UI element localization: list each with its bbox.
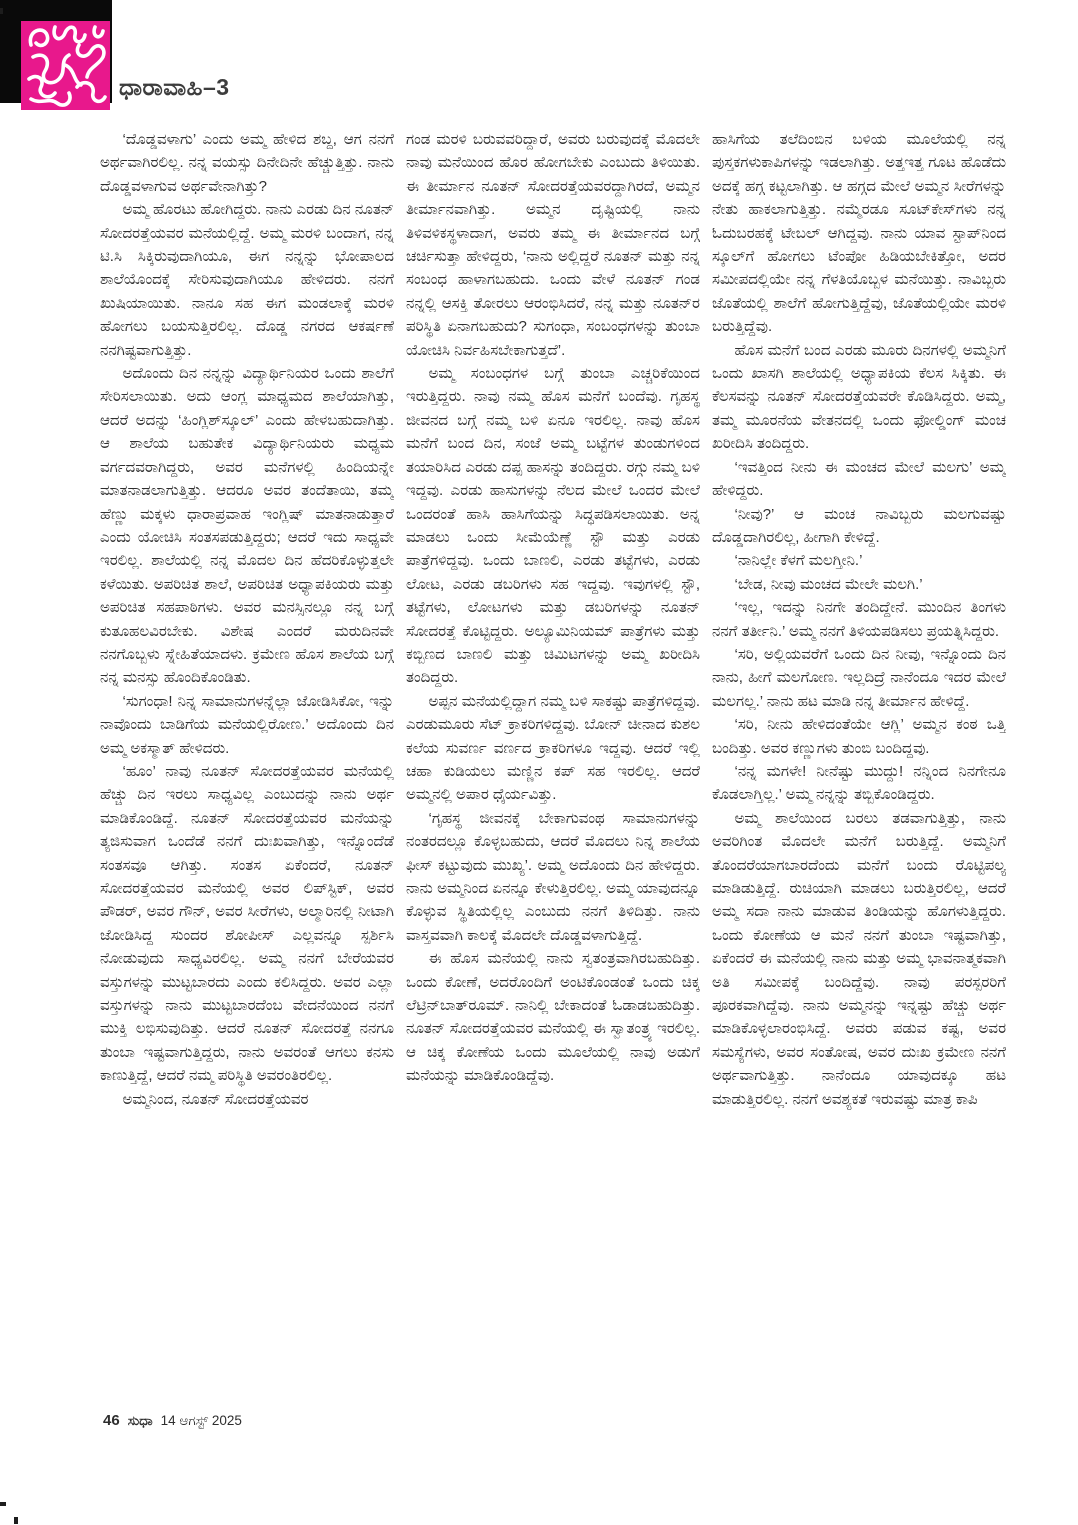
page-number: 46 xyxy=(103,1412,120,1429)
page-footer xyxy=(103,1412,242,1429)
print-mark xyxy=(14,1517,18,1524)
paragraph: ಹೊಸ ಮನೆಗೆ ಬಂದ ಎರಡು ಮೂರು ದಿನಗಳಲ್ಲಿ ಅಮ್ಮನಿಗೆ ಒಂದು ಖಾಸಗಿ ಶಾಲೆಯಲ್ಲಿ ಅಧ್ಯಾಪಕಿಯ ಕೆಲಸ ಸಿಕ್ಕಿತು. ಈ ಕೆಲಸವನ್ನು ನೂತನ್ ಸೋದರತ್ತೆಯವರೇ ಕೊಡಿಸಿದ್ದರು. ಅಮ್ಮ, ತಮ್ಮ ಮೂರನೆಯ ವೇತನದಲ್ಲಿ ಒಂದು ಫೋಲ್ಡಿಂಗ್ ಮಂಚ ಖರೀದಿಸಿ ತಂದಿದ್ದರು. xyxy=(712,341,1006,453)
paragraph: ಅಮ್ಮನಿಂದ, ನೂತನ್ ಸೋದರತ್ತೆಯವರ xyxy=(122,1090,309,1108)
paragraph: ಹಾಸಿಗೆಯ ತಲೆದಿಂಬಿನ ಬಳಿಯ ಮೂಲೆಯಲ್ಲಿ ನನ್ನ ಪುಸ್ತಕಗಳುಕಾಪಿಗಳನ್ನು ಇಡಲಾಗಿತ್ತು. ಅತ್ತಇತ್ತ ಗೂಟ ಹೊಡೆದು ಅದಕ್ಕೆ ಹಗ್ಗ ಕಟ್ಟಲಾಗಿತ್ತು. ಆ ಹಗ್ಗದ ಮೇಲೆ ಅಮ್ಮನ ಸೀರೆಗಳನ್ನು ನೇತು ಹಾಕಲಾಗುತ್ತಿತ್ತು. ನಮ್ಮೆರಡೂ ಸೂಟ್‌ಕೇಸ್‌ಗಳು ನನ್ನ ಓದುಬರಹಕ್ಕೆ ಟೇಬಲ್ ಆಗಿದ್ದವು. ನಾನು ಯಾವ ಸ್ಟಾಪ್‌ನಿಂದ ಸ್ಕೂಲ್‌ಗೆ ಹೋಗಲು ಟೆಂಪೋ ಹಿಡಿಯಬೇಕಿತ್ತೋ, ಅದರ ಸಮೀಪದಲ್ಲಿಯೇ ನನ್ನ ಗೆಳತಿಯೊಬ್ಬಳ ಮನೆಯಿತ್ತು. ನಾವಿಬ್ಬರು ಜೊತೆಯಲ್ಲಿ ಶಾಲೆಗೆ ಹೋಗುತ್ತಿದ್ದೆವು, ಜೊತೆಯಲ್ಲಿಯೇ ಮರಳಿ ಬರುತ್ತಿದ್ದೆವು. xyxy=(712,131,1006,336)
paragraph: ಅದೊಂದು ದಿನ ನನ್ನನ್ನು ವಿದ್ಯಾರ್ಥಿನಿಯರ ಒಂದು ಶಾಲೆಗೆ ಸೇರಿಸಲಾಯಿತು. ಅದು ಆಂಗ್ಲ ಮಾಧ್ಯಮದ ಶಾಲೆಯಾಗಿತ್ತು, ಆದರೆ ಅದನ್ನು ‘ಹಿಂಗ್ಲಿಶ್‌ಸ್ಕೂಲ್’ ಎಂದು ಹೇಳಬಹುದಾಗಿತ್ತು. ಆ ಶಾಲೆಯ ಬಹುತೇಕ ವಿದ್ಯಾರ್ಥಿನಿಯರು ಮಧ್ಯಮ ವರ್ಗದವರಾಗಿದ್ದರು, ಅವರ ಮನೆಗಳಲ್ಲಿ ಹಿಂದಿಯನ್ನೇ ಮಾತನಾಡಲಾಗುತ್ತಿತ್ತು. ಆದರೂ ಅವರ ತಂದೆತಾಯಿ, ತಮ್ಮ ಹೆಣ್ಣು ಮಕ್ಕಳು ಧಾರಾಪ್ರವಾಹ ಇಂಗ್ಲಿಷ್ ಮಾತನಾಡುತ್ತಾರೆ ಎಂದು ಯೋಚಿಸಿ ಸಂತಸಪಡುತ್ತಿದ್ದರು; ಆದರೆ ಇದು ಸಾಧ್ಯವೇ ಇರಲಿಲ್ಲ. ಶಾಲೆಯಲ್ಲಿ ನನ್ನ ಮೊದಲ ದಿನ ಹೆದರಿಕೊಳ್ಳುತ್ತಲೇ ಕಳೆಯಿತು. ಅಪರಿಚಿತ ಶಾಲೆ, ಅಪರಿಚಿತ ಅಧ್ಯಾಪಕಿಯರು ಮತ್ತು ಅಪರಿಚಿತ ಸಹಪಾಠಿಗಳು. ಅವರ ಮನಸ್ಸಿನಲ್ಲೂ ನನ್ನ ಬಗ್ಗೆ ಕುತೂಹಲವಿರಬೇಕು. ವಿಶೇಷ ಎಂದರೆ ಮರುದಿನವೇ ನನಗೊಬ್ಬಳು ಸ್ನೇಹಿತೆಯಾದಳು. ಕ್ರಮೇಣ ಹೊಸ ಶಾಲೆಯ ಬಗ್ಗೆ ನನ್ನ ಮನಸ್ಸು ಹೊಂದಿಕೊಂಡಿತು. xyxy=(100,365,394,687)
column-1 xyxy=(100,128,394,1396)
paragraph: ಅಪ್ಪನ ಮನೆಯಲ್ಲಿದ್ದಾಗ ನಮ್ಮ ಬಳಿ ಸಾಕಷ್ಟು ಪಾತ್ರೆಗಳಿದ್ದವು. ಎರಡುಮೂರು ಸೆಟ್ ಕ್ರಾಕರಿಗಳಿದ್ದವು. ಬೋನ್ ಚೀನಾದ ಕುಶಲ ಕಲೆಯ ಸುವರ್ಣ ವರ್ಣದ ಕ್ರಾಕರಿಗಳೂ ಇದ್ದವು. ಆದರೆ ಇಲ್ಲಿ ಚಹಾ ಕುಡಿಯಲು ಮಣ್ಣಿನ ಕಪ್ ಸಹ ಇರಲಿಲ್ಲ. ಆದರೆ ಅಮ್ಮನಲ್ಲಿ ಅಪಾರ ಧೈರ್ಯವಿತ್ತು. xyxy=(406,692,700,804)
paragraph: ‘ಇಲ್ಲ, ಇದನ್ನು ನಿನಗೇ ತಂದಿದ್ದೇನೆ. ಮುಂದಿನ ತಿಂಗಳು ನನಗೆ ತರ್ತೀನಿ.’ ಅಮ್ಮ ನನಗೆ ತಿಳಿಯಪಡಿಸಲು ಪ್ರಯತ್ನಿಸಿದ್ದರು. xyxy=(712,599,1006,640)
paragraph: ‘ಸುಗಂಧಾ! ನಿನ್ನ ಸಾಮಾನುಗಳನ್ನೆಲ್ಲಾ ಜೋಡಿಸಿಕೋ, ಇನ್ನು ನಾವೊಂದು ಬಾಡಿಗೆಯ ಮನೆಯಲ್ಲಿರೋಣ.’ ಅದೊಂದು ದಿನ ಅಮ್ಮ ಅಕಸ್ಮಾತ್ ಹೇಳಿದರು. xyxy=(100,692,394,757)
paragraph: ‘ಸರಿ, ಅಲ್ಲಿಯವರೆಗೆ ಒಂದು ದಿನ ನೀವು, ಇನ್ನೊಂದು ದಿನ ನಾನು, ಹೀಗೆ ಮಲಗೋಣ. ಇಲ್ಲದಿದ್ರೆ ನಾನೆಂದೂ ಇದರ ಮೇಲೆ ಮಲಗಲ್ಲ.’ ನಾನು ಹಟ ಮಾಡಿ ನನ್ನ ತೀರ್ಮಾನ ಹೇಳಿದ್ದೆ. xyxy=(712,645,1006,710)
paragraph: ‘ನನ್ನ ಮಗಳೇ! ನೀನೆಷ್ಟು ಮುದ್ದು! ನನ್ನಿಂದ ನಿನಗೇನೂ ಕೊಡಲಾಗ್ತಿಲ್ಲ.’ ಅಮ್ಮ ನನ್ನನ್ನು ತಬ್ಬಿಕೊಂಡಿದ್ದರು. xyxy=(712,762,1006,804)
paragraph: ಈ ಹೊಸ ಮನೆಯಲ್ಲಿ ನಾನು ಸ್ವತಂತ್ರವಾಗಿರಬಹುದಿತ್ತು. ಒಂದು ಕೋಣೆ, ಅದರೊಂದಿಗೆ ಅಂಟಿಕೊಂಡಂತೆ ಒಂದು ಚಿಕ್ಕ ಲೆಟ್ರಿನ್‌ಬಾತ್‌ರೂಮ್. ನಾನಿಲ್ಲಿ ಬೇಕಾದಂತೆ ಓಡಾಡಬಹುದಿತ್ತು. ನೂತನ್ ಸೋದರತ್ತೆಯವರ ಮನೆಯಲ್ಲಿ ಈ ಸ್ವಾತಂತ್ರ್ಯ ಇರಲಿಲ್ಲ. ಆ ಚಿಕ್ಕ ಕೋಣೆಯ ಒಂದು ಮೂಲೆಯಲ್ಲಿ ನಾವು ಅಡುಗೆ ಮನೆಯನ್ನು ಮಾಡಿಕೊಂಡಿದ್ದೆವು. xyxy=(406,950,700,1085)
paragraph: ಅಮ್ಮ ಸಂಬಂಧಗಳ ಬಗ್ಗೆ ತುಂಬಾ ಎಚ್ಚರಿಕೆಯಿಂದ ಇರುತ್ತಿದ್ದರು. ನಾವು ನಮ್ಮ ಹೊಸ ಮನೆಗೆ ಬಂದೆವು. ಗೃಹಸ್ಥ ಜೀವನದ ಬಗ್ಗೆ ನಮ್ಮ ಬಳಿ ಏನೂ ಇರಲಿಲ್ಲ. ನಾವು ಹೊಸ ಮನೆಗೆ ಬಂದ ದಿನ, ಸಂಜೆ ಅಮ್ಮ ಬಟ್ಟೆಗಳ ತುಂಡುಗಳಿಂದ ತಯಾರಿಸಿದ ಎರಡು ದಪ್ಪ ಹಾಸನ್ನು ತಂದಿದ್ದರು. ರಗ್ಗು ನಮ್ಮ ಬಳಿ ಇದ್ದವು. ಎರಡು ಹಾಸುಗಳನ್ನು ನೆಲದ ಮೇಲೆ ಒಂದರ ಮೇಲೆ ಒಂದರಂತೆ ಹಾಸಿ ಹಾಸಿಗೆಯನ್ನು ಸಿದ್ಧಪಡಿಸಲಾಯಿತು. ಅನ್ನ ಮಾಡಲು ಒಂದು ಸೀಮೆಯೆಣ್ಣೆ ಸ್ಟೌ ಮತ್ತು ಎರಡು ಪಾತ್ರೆಗಳಿದ್ದವು. ಒಂದು ಬಾಣಲಿ, ಎರಡು ತಟ್ಟೆಗಳು, ಎರಡು ಲೋಟ, ಎರಡು ಡಬರಿಗಳು ಸಹ ಇದ್ದವು. ಇವುಗಳಲ್ಲಿ ಸ್ಟೌ, ತಟ್ಟೆಗಳು, ಲೋಟಗಳು ಮತ್ತು ಡಬರಿಗಳನ್ನು ನೂತನ್ ಸೋದರತ್ತೆ ಕೊಟ್ಟಿದ್ದರು. ಅಲ್ಯೂಮಿನಿಯಮ್ ಪಾತ್ರೆಗಳು ಮತ್ತು ಕಬ್ಬಿಣದ ಬಾಣಲಿ ಮತ್ತು ಚಿಮಿಟಗಳನ್ನು ಅಮ್ಮ ಖರೀದಿಸಿ ತಂದಿದ್ದರು. xyxy=(406,365,700,687)
paragraph: ‘ನಾನಿಲ್ಲೇ ಕೆಳಗೆ ಮಲಗ್ತೀನಿ.’ xyxy=(734,552,863,570)
paragraph: ‘ಬೇಡ, ನೀವು ಮಂಚದ ಮೇಲೇ ಮಲಗಿ.’ xyxy=(734,575,923,593)
column-2 xyxy=(406,128,700,1396)
section-title: ಧಾರಾವಾಹಿ–3 xyxy=(119,74,230,100)
magazine-logo xyxy=(0,0,120,115)
magazine-name: ಸುಧಾ xyxy=(127,1413,153,1428)
paragraph: ‘ಸರಿ, ನೀನು ಹೇಳಿದಂತೆಯೇ ಆಗ್ಲಿ’ ಅಮ್ಮನ ಕಂಠ ಒತ್ತಿ ಬಂದಿತ್ತು. ಅವರ ಕಣ್ಣುಗಳು ತುಂಬಿ ಬಂದಿದ್ದವು. xyxy=(712,716,1006,757)
paragraph: ಗಂಡ ಮರಳಿ ಬರುವವರಿದ್ದಾರೆ, ಅವರು ಬರುವುದಕ್ಕೆ ಮೊದಲೇ ನಾವು ಮನೆಯಿಂದ ಹೊರ ಹೋಗಬೇಕು ಎಂಬುದು ತಿಳಿಯಿತು. ಈ ತೀರ್ಮಾನ ನೂತನ್ ಸೋದರತ್ತೆಯವರದ್ದಾಗಿರದೆ, ಅಮ್ಮನ ತೀರ್ಮಾನವಾಗಿತ್ತು. ಅಮ್ಮನ ದೃಷ್ಟಿಯಲ್ಲಿ ನಾನು ತಿಳಿವಳಿಕಸ್ಥಳಾದಾಗ, ಅವರು ತಮ್ಮ ಈ ತೀರ್ಮಾನದ ಬಗ್ಗೆ ಚರ್ಚಿಸುತ್ತಾ ಹೇಳಿದ್ದರು, ‘ನಾನು ಅಲ್ಲಿದ್ದರೆ ನೂತನ್ ಮತ್ತು ನನ್ನ ಸಂಬಂಧ ಹಾಳಾಗಬಹುದು. ಒಂದು ವೇಳೆ ನೂತನ್ ಗಂಡ ನನ್ನಲ್ಲಿ ಆಸಕ್ತಿ ತೋರಲು ಆರಂಭಿಸಿದರೆ, ನನ್ನ ಮತ್ತು ನೂತನ್‌ರ ಪರಿಸ್ಥಿತಿ ಏನಾಗಬಹುದು? ಸುಗಂಧಾ, ಸಂಬಂಧಗಳನ್ನು ತುಂಬಾ ಯೋಚಿಸಿ ನಿರ್ವಹಿಸಬೇಕಾಗುತ್ತದೆ’. xyxy=(406,131,700,359)
paragraph: ಅಮ್ಮ ಶಾಲೆಯಿಂದ ಬರಲು ತಡವಾಗುತ್ತಿತ್ತು, ನಾನು ಅವರಿಗಿಂತ ಮೊದಲೇ ಮನೆಗೆ ಬರುತ್ತಿದ್ದೆ. ಅಮ್ಮನಿಗೆ ತೊಂದರೆಯಾಗಬಾರದೆಂದು ಮನೆಗೆ ಬಂದು ರೊಟ್ಟಿಪಲ್ಯ ಮಾಡಿಡುತ್ತಿದ್ದೆ. ರುಚಿಯಾಗಿ ಮಾಡಲು ಬರುತ್ತಿರಲಿಲ್ಲ, ಆದರೆ ಅಮ್ಮ ಸದಾ ನಾನು ಮಾಡುವ ತಿಂಡಿಯನ್ನು ಹೊಗಳುತ್ತಿದ್ದರು. ಒಂದು ಕೋಣೆಯ ಆ ಮನೆ ನನಗೆ ತುಂಬಾ ಇಷ್ಟವಾಗಿತ್ತು, ಏಕೆಂದರೆ ಈ ಮನೆಯಲ್ಲಿ ನಾನು ಮತ್ತು ಅಮ್ಮ ಭಾವನಾತ್ಮಕವಾಗಿ ಅತಿ ಸಮೀಪಕ್ಕೆ ಬಂದಿದ್ದೆವು. ನಾವು ಪರಸ್ಪರರಿಗೆ ಪೂರಕವಾಗಿದ್ದೆವು. ನಾನು ಅಮ್ಮನನ್ನು ಇನ್ನಷ್ಟು ಹೆಚ್ಚು ಅರ್ಥ ಮಾಡಿಕೊಳ್ಳಲಾರಂಭಿಸಿದ್ದೆ. ಅವರು ಪಡುವ ಕಷ್ಟ, ಅವರ ಸಮಸ್ಯೆಗಳು, ಅವರ ಸಂತೋಷ, ಅವರ ದುಃಖ ಕ್ರಮೇಣ ನನಗೆ ಅರ್ಥವಾಗುತ್ತಿತ್ತು. ನಾನೆಂದೂ ಯಾವುದಕ್ಕೂ ಹಟ ಮಾಡುತ್ತಿರಲಿಲ್ಲ. ನನಗೆ ಅವಶ್ಯಕತೆ ಇರುವಷ್ಟು ಮಾತ್ರ ಕಾಪಿ xyxy=(712,809,1006,1108)
paragraph: ‘ದೊಡ್ಡವಳಾಗು’ ಎಂದು ಅಮ್ಮ ಹೇಳಿದ ಶಬ್ದ, ಆಗ ನನಗೆ ಅರ್ಥವಾಗಿರಲಿಲ್ಲ. ನನ್ನ ವಯಸ್ಸು ದಿನೇದಿನೇ ಹೆಚ್ಚುತ್ತಿತ್ತು. ನಾನು ದೊಡ್ಡವಳಾಗುವ ಅರ್ಥವೇನಾಗಿತ್ತು? xyxy=(100,131,394,195)
column-3 xyxy=(712,128,1006,1396)
issue-date: 14 ಆಗಸ್ಟ್ 2025 xyxy=(160,1413,242,1428)
print-mark xyxy=(0,1502,6,1506)
paragraph: ‘ಹೂಂ’ ನಾವು ನೂತನ್ ಸೋದರತ್ತೆಯವರ ಮನೆಯಲ್ಲಿ ಹೆಚ್ಚು ದಿನ ಇರಲು ಸಾಧ್ಯವಿಲ್ಲ ಎಂಬುದನ್ನು ನಾನು ಅರ್ಥ ಮಾಡಿಕೊಂಡಿದ್ದೆ. ನೂತನ್ ಸೋದರತ್ತೆಯವರ ಮನೆಯನ್ನು ತ್ಯಜಿಸುವಾಗ ಒಂದೆಡೆ ನನಗೆ ದುಃಖವಾಗಿತ್ತು, ಇನ್ನೊಂದೆಡೆ ಸಂತಸವೂ ಆಗಿತ್ತು. ಸಂತಸ ಏಕೆಂದರೆ, ನೂತನ್ ಸೋದರತ್ತೆಯವರ ಮನೆಯಲ್ಲಿ ಅವರ ಲಿಪ್‌ಸ್ಟಿಕ್, ಅವರ ಪೌಡರ್, ಅವರ ಗೌನ್, ಅವರ ಸೀರೆಗಳು, ಅಲ್ಮಾರಿನಲ್ಲಿ ನೀಟಾಗಿ ಜೋಡಿಸಿದ್ದ ಸುಂದರ ಶೋಪೀಸ್ ಎಲ್ಲವನ್ನೂ ಸ್ಪರ್ಶಿಸಿ ನೋಡುವುದು ಸಾಧ್ಯವಿರಲಿಲ್ಲ. ಅಮ್ಮ ನನಗೆ ಬೇರೆಯವರ ವಸ್ತುಗಳನ್ನು ಮುಟ್ಟಬಾರದು ಎಂದು ಕಲಿಸಿದ್ದರು. ಅವರ ಎಲ್ಲಾ ವಸ್ತುಗಳನ್ನು ನಾನು ಮುಟ್ಟಬಾರದೆಂಬ ವೇದನೆಯಿಂದ ನನಗೆ ಮುಕ್ತಿ ಲಭಿಸುವುದಿತ್ತು. ಆದರೆ ನೂತನ್ ಸೋದರತ್ತೆ ನನಗೂ ತುಂಬಾ ಇಷ್ಟವಾಗುತ್ತಿದ್ದರು, ನಾನು ಅವರಂತೆ ಆಗಲು ಕನಸು ಕಾಣುತ್ತಿದ್ದೆ, ಆದರೆ ನಮ್ಮ ಪರಿಸ್ಥಿತಿ ಅವರಂತಿರಲಿಲ್ಲ. xyxy=(100,762,394,1085)
print-mark xyxy=(0,8,3,14)
logo-squiggle-icon xyxy=(21,21,110,110)
article-body xyxy=(100,128,1008,1396)
paragraph: ಅಮ್ಮ ಹೊರಟು ಹೋಗಿದ್ದರು. ನಾನು ಎರಡು ದಿನ ನೂತನ್ ಸೋದರತ್ತೆಯವರ ಮನೆಯಲ್ಲಿದ್ದೆ. ಅಮ್ಮ ಮರಳಿ ಬಂದಾಗ, ನನ್ನ ಟಿ.ಸಿ ಸಿಕ್ಕಿರುವುದಾಗಿಯೂ, ಈಗ ನನ್ನನ್ನು ಭೋಪಾಲದ ಶಾಲೆಯೊಂದಕ್ಕೆ ಸೇರಿಸುವುದಾಗಿಯೂ ಹೇಳಿದರು. ನನಗೆ ಖುಷಿಯಾಯಿತು. ನಾನೂ ಸಹ ಈಗ ಮಂಡಲಾಕ್ಕೆ ಮರಳಿ ಹೋಗಲು ಬಯಸುತ್ತಿರಲಿಲ್ಲ. ದೊಡ್ಡ ನಗರದ ಆಕರ್ಷಣೆ ನನಗಿಷ್ಟವಾಗುತ್ತಿತ್ತು. xyxy=(100,201,394,359)
paragraph: ‘ಗೃಹಸ್ಥ ಜೀವನಕ್ಕೆ ಬೇಕಾಗುವಂಥ ಸಾಮಾನುಗಳನ್ನು ನಂತರದಲ್ಲೂ ಕೊಳ್ಳಬಹುದು, ಆದರೆ ಮೊದಲು ನಿನ್ನ ಶಾಲೆಯ ಫೀಸ್ ಕಟ್ಟುವುದು ಮುಖ್ಯ’. ಅಮ್ಮ ಅದೊಂದು ದಿನ ಹೇಳಿದ್ದರು. ನಾನು ಅಮ್ಮನಿಂದ ಏನನ್ನೂ ಕೇಳುತ್ತಿರಲಿಲ್ಲ. ಅಮ್ಮ ಯಾವುದನ್ನೂ ಕೊಳ್ಳುವ ಸ್ಥಿತಿಯಲ್ಲಿಲ್ಲ ಎಂಬುದು ನನಗೆ ತಿಳಿದಿತ್ತು. ನಾನು ವಾಸ್ತವವಾಗಿ ಕಾಲಕ್ಕೆ ಮೊದಲೇ ದೊಡ್ಡವಳಾಗುತ್ತಿದ್ದೆ. xyxy=(406,809,700,944)
paragraph: ‘ಇವತ್ತಿಂದ ನೀನು ಈ ಮಂಚದ ಮೇಲೆ ಮಲಗು’ ಅಮ್ಮ ಹೇಳಿದ್ದರು. xyxy=(712,458,1006,500)
paragraph: ‘ನೀವು?’ ಆ ಮಂಚ ನಾವಿಬ್ಬರು ಮಲಗುವಷ್ಟು ದೊಡ್ಡದಾಗಿರಲಿಲ್ಲ, ಹೀಗಾಗಿ ಕೇಳಿದ್ದೆ. xyxy=(712,505,1006,546)
